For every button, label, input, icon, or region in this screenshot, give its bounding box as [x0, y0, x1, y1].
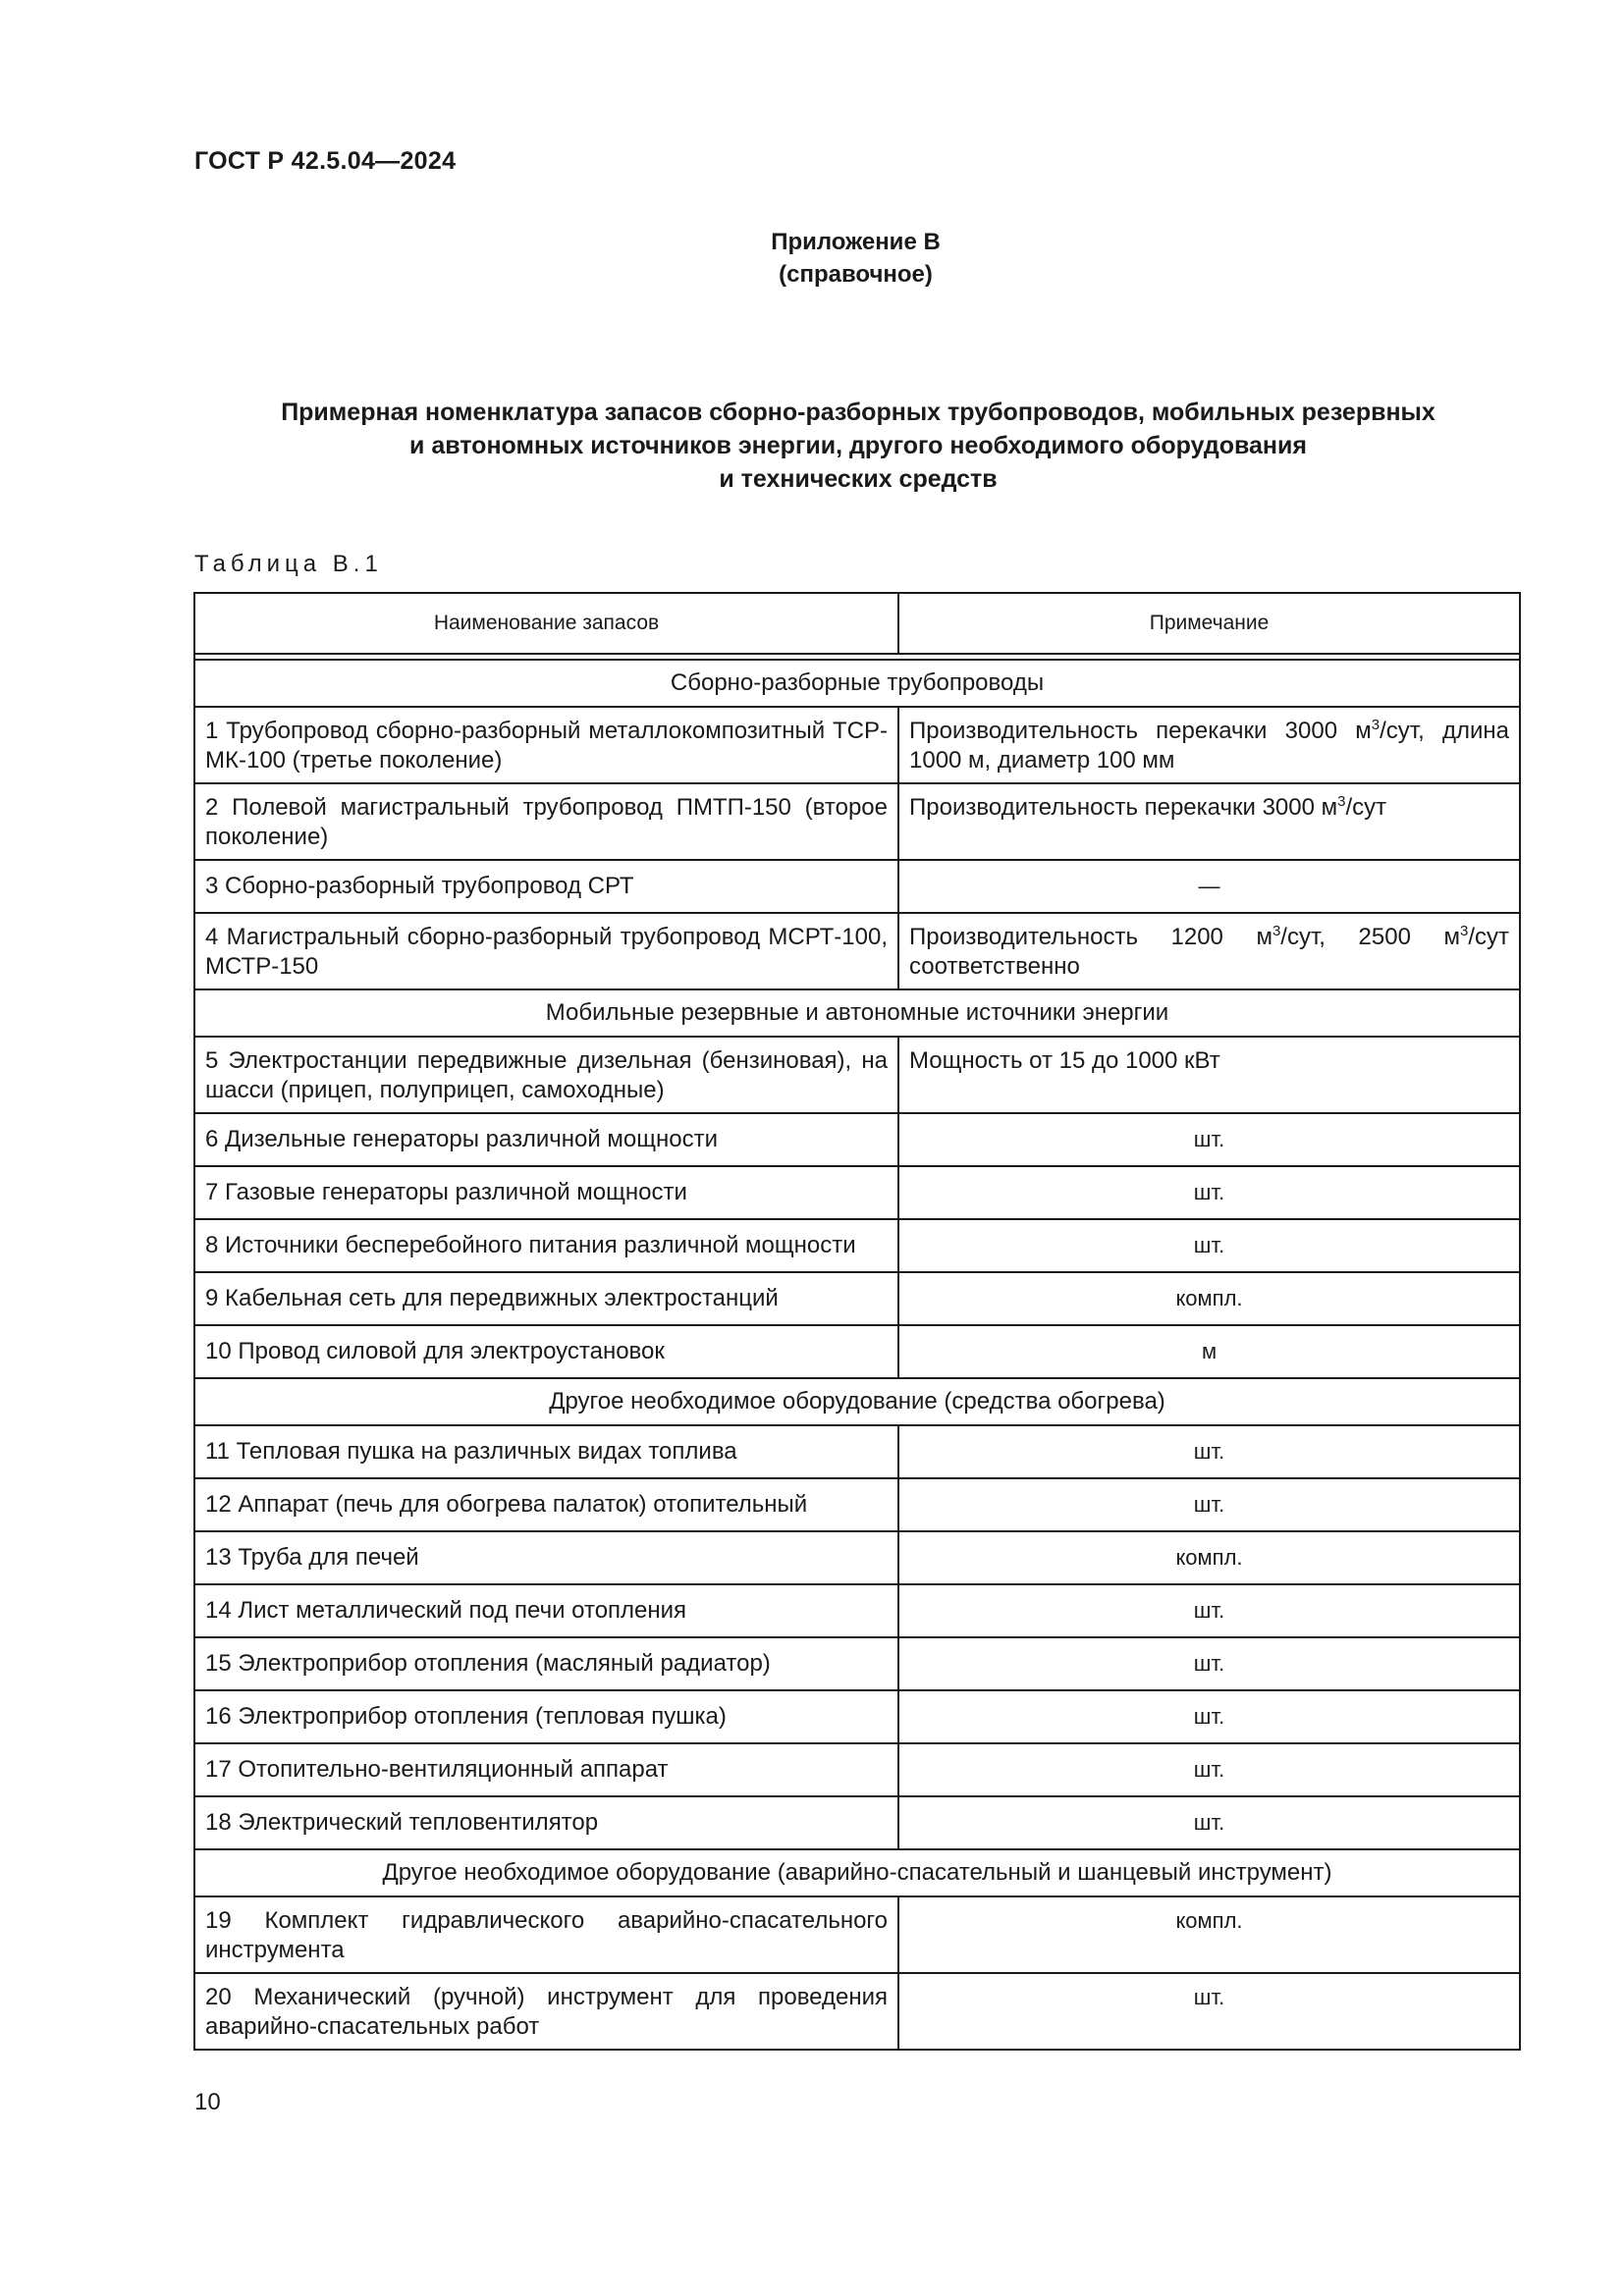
item-name: 10 Провод силовой для электроустановок: [194, 1325, 898, 1378]
item-note: шт.: [898, 1166, 1520, 1219]
section-row: [194, 660, 1520, 707]
table-row: [194, 707, 1520, 783]
table-row: [194, 783, 1520, 860]
item-note: Производительность перекачки 3000 $м^3$/сут: [898, 783, 1520, 860]
header-note: Примечание: [898, 593, 1520, 654]
item-note: компл.: [898, 1896, 1520, 1973]
item-name: 11 Тепловая пушка на различных видах топлива: [194, 1425, 898, 1478]
title-line-1: Примерная номенклатура запасов сборно-разборных трубопроводов, мобильных резервных: [281, 399, 1435, 426]
item-name: 3 Сборно-разборный трубопровод СРТ: [194, 860, 898, 913]
item-note: компл.: [898, 1531, 1520, 1584]
item-note: Производительность перекачки 3000 $м^3$/сут, длина 1000 м, диаметр 100 мм: [898, 707, 1520, 783]
item-name: 14 Лист металлический под печи отопления: [194, 1584, 898, 1637]
table-row: [194, 1478, 1520, 1531]
item-note: шт.: [898, 1743, 1520, 1796]
item-name: 15 Электроприбор отопления (масляный радиатор): [194, 1637, 898, 1690]
table-row: [194, 1690, 1520, 1743]
item-note: шт.: [898, 1584, 1520, 1637]
item-name: 18 Электрический тепловентилятор: [194, 1796, 898, 1849]
table-row: [194, 1325, 1520, 1378]
section-title: Сборно-разборные трубопроводы: [194, 660, 1520, 707]
item-name: 17 Отопительно-вентиляционный аппарат: [194, 1743, 898, 1796]
item-note: Мощность от 15 до 1000 кВт: [898, 1037, 1520, 1113]
section-title: Другое необходимое оборудование (аварийно-спасательный и шанцевый инструмент): [194, 1849, 1520, 1896]
table-row: [194, 1584, 1520, 1637]
item-name: 12 Аппарат (печь для обогрева палаток) отопительный: [194, 1478, 898, 1531]
header-name: Наименование запасов: [194, 593, 898, 654]
section-title: Мобильные резервные и автономные источники энергии: [194, 989, 1520, 1037]
item-note: м: [898, 1325, 1520, 1378]
item-name: 9 Кабельная сеть для передвижных электростанций: [194, 1272, 898, 1325]
table-row: [194, 860, 1520, 913]
item-name: 16 Электроприбор отопления (тепловая пушка): [194, 1690, 898, 1743]
table-row: [194, 1531, 1520, 1584]
section-row: [194, 1378, 1520, 1425]
title-line-3: и технических средств: [719, 465, 998, 493]
appendix-title: Приложение В: [771, 229, 941, 255]
document-title: [196, 396, 1520, 496]
inventory-table: [193, 592, 1521, 2051]
section-title: Другое необходимое оборудование (средства обогрева): [194, 1378, 1520, 1425]
item-name: 19 Комплект гидравлического аварийно-спасательного инструмента: [194, 1896, 898, 1973]
item-name: 1 Трубопровод сборно-разборный металлокомпозитный ТСР-МК-100 (третье поколение): [194, 707, 898, 783]
item-note: шт.: [898, 1690, 1520, 1743]
table-row: [194, 1272, 1520, 1325]
table-caption: Таблица В.1: [194, 551, 383, 577]
section-row: [194, 989, 1520, 1037]
table-row: [194, 1637, 1520, 1690]
table-row: [194, 1166, 1520, 1219]
item-name: 2 Полевой магистральный трубопровод ПМТП-150 (второе поколение): [194, 783, 898, 860]
item-note: шт.: [898, 1425, 1520, 1478]
table-row: [194, 1896, 1520, 1973]
appendix-heading: [0, 226, 1624, 291]
page-number: 10: [194, 2089, 221, 2115]
item-name: 20 Механический (ручной) инструмент для проведения аварийно-спасательных работ: [194, 1973, 898, 2050]
appendix-type: (справочное): [779, 261, 933, 288]
item-name: 4 Магистральный сборно-разборный трубопровод МСРТ-100, МСТР-150: [194, 913, 898, 989]
title-line-2: и автономных источников энергии, другого необходимого оборудования: [409, 432, 1307, 459]
item-name: 13 Труба для печей: [194, 1531, 898, 1584]
standard-code: ГОСТ Р 42.5.04—2024: [194, 147, 457, 175]
table-row: [194, 1113, 1520, 1166]
item-name: 8 Источники бесперебойного питания различной мощности: [194, 1219, 898, 1272]
item-note: шт.: [898, 1219, 1520, 1272]
item-name: 5 Электростанции передвижные дизельная (бензиновая), на шасси (прицеп, полуприцеп, самоходные): [194, 1037, 898, 1113]
item-note: компл.: [898, 1272, 1520, 1325]
table-row: [194, 1743, 1520, 1796]
item-name: 6 Дизельные генераторы различной мощности: [194, 1113, 898, 1166]
table-row: [194, 1425, 1520, 1478]
item-name: 7 Газовые генераторы различной мощности: [194, 1166, 898, 1219]
item-note: —: [898, 860, 1520, 913]
table-header-row: [194, 593, 1520, 654]
item-note: шт.: [898, 1478, 1520, 1531]
item-note: шт.: [898, 1637, 1520, 1690]
table-row: [194, 1973, 1520, 2050]
table-row: [194, 913, 1520, 989]
table-row: [194, 1796, 1520, 1849]
item-note: Производительность 1200 $м^3$/сут, 2500 $м^3$/сут соответственно: [898, 913, 1520, 989]
item-note: шт.: [898, 1113, 1520, 1166]
item-note: шт.: [898, 1973, 1520, 2050]
table-row: [194, 1037, 1520, 1113]
item-note: шт.: [898, 1796, 1520, 1849]
table-row: [194, 1219, 1520, 1272]
section-row: [194, 1849, 1520, 1896]
